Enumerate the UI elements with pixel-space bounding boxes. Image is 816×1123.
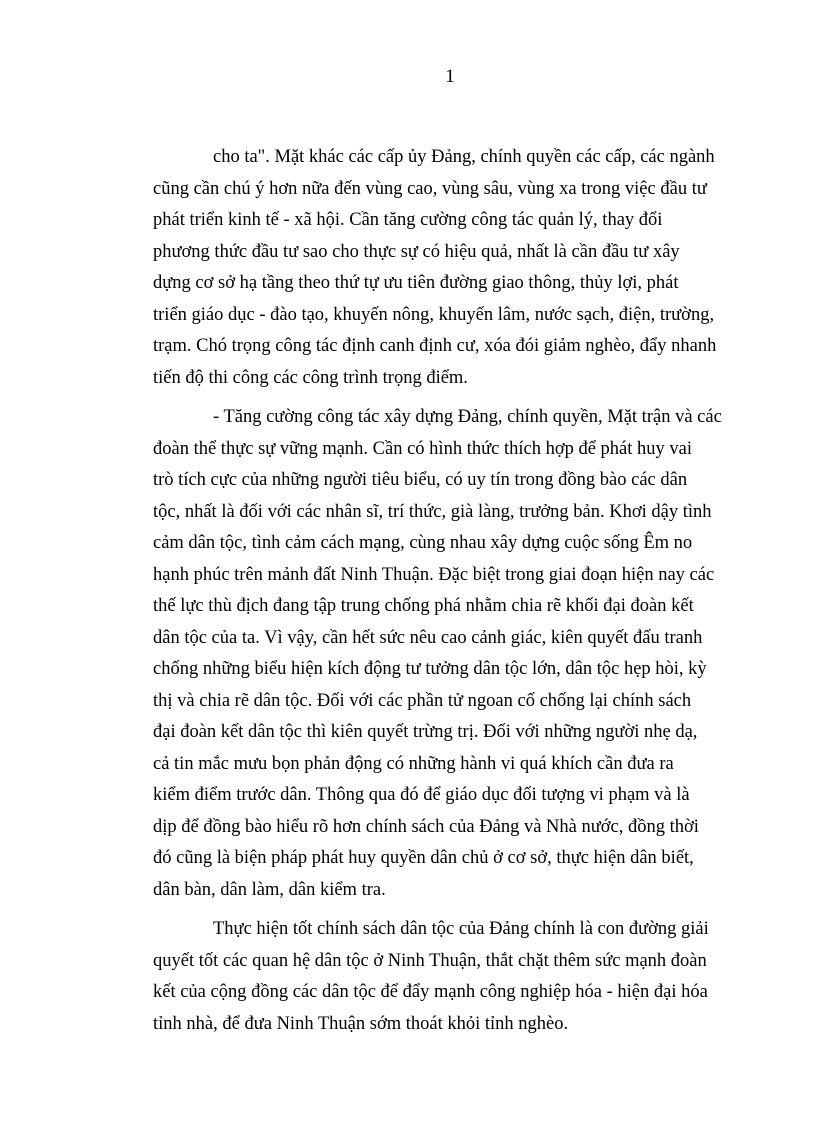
text-line: cũng cần chú ý hơn nữa đến vùng cao, vùng sâu, vùng xa trong việc đầu tư bbox=[153, 178, 707, 199]
paragraph-party-building bbox=[153, 402, 767, 906]
paragraph-conclusion bbox=[153, 914, 767, 1040]
document-body bbox=[153, 142, 767, 1040]
text-line: trò tích cực của những người tiêu biểu, có uy tín trong đồng bào các dân bbox=[153, 470, 688, 490]
text-line: phương thức đầu tư sao cho thực sự có hiệu quả, nhất là cần đầu tư xây bbox=[153, 241, 680, 262]
text-line: thế lực thù địch đang tập trung chống phá nhằm chia rẽ khối đại đoàn kết bbox=[153, 596, 694, 616]
text-line: cả tin mắc mưu bọn phản động có những hành vi quá khích cần đưa ra bbox=[153, 753, 674, 774]
text-line: triển giáo dục - đào tạo, khuyến nông, khuyến lâm, nước sạch, điện, trường, bbox=[153, 304, 715, 325]
text-line: phát triển kinh tế - xã hội. Cần tăng cường công tác quản lý, thay đổi bbox=[153, 210, 663, 230]
text-line: kết của cộng đồng các dân tộc để đẩy mạnh công nghiệp hóa - hiện đại hóa bbox=[153, 982, 708, 1002]
text-line: tiến độ thi công các công trình trọng điểm. bbox=[153, 367, 468, 388]
text-line: cảm dân tộc, tình cảm cách mạng, cùng nhau xây dựng cuộc sống Êm no bbox=[153, 533, 693, 553]
text-line: dịp để đồng bào hiểu rõ hơn chính sách của Đảng và Nhà nước, đồng thời bbox=[153, 816, 699, 837]
page-number: 1 bbox=[445, 66, 455, 87]
text-line: dân bàn, dân làm, dân kiểm tra. bbox=[153, 879, 386, 900]
paragraph-investment bbox=[153, 142, 767, 394]
text-line: chống những biểu hiện kích động tư tưởng dân tộc lớn, dân tộc hẹp hòi, kỳ bbox=[153, 659, 707, 679]
text-line: đại đoàn kết dân tộc thì kiên quyết trừng trị. Đối với những người nhẹ dạ, bbox=[153, 722, 698, 742]
text-line: trạm. Chó trọng công tác định canh định cư, xóa đói giảm nghèo, đẩy nhanh bbox=[153, 336, 717, 356]
text-line: - Tăng cường công tác xây dựng Đảng, chính quyền, Mặt trận và các bbox=[213, 407, 722, 427]
text-line: hạnh phúc trên mảnh đất Ninh Thuận. Đặc biệt trong giai đoạn hiện nay các bbox=[153, 564, 715, 585]
text-line: tỉnh nhà, để đưa Ninh Thuận sớm thoát khỏi tỉnh nghèo. bbox=[153, 1013, 569, 1034]
text-line: Thực hiện tốt chính sách dân tộc của Đảng chính là con đường giải bbox=[213, 919, 709, 939]
text-line: quyết tốt các quan hệ dân tộc ở Ninh Thuận, thắt chặt thêm sức mạnh đoàn bbox=[153, 950, 707, 971]
text-line: kiểm điểm trước dân. Thông qua đó để giáo dục đối tượng vi phạm và là bbox=[153, 785, 690, 805]
text-line: đó cũng là biện pháp phát huy quyền dân chủ ở cơ sở, thực hiện dân biết, bbox=[153, 848, 694, 868]
text-line: cho ta". Mặt khác các cấp ủy Đảng, chính quyền các cấp, các ngành bbox=[213, 147, 715, 167]
text-line: dựng cơ sở hạ tầng theo thứ tự ưu tiên đường giao thông, thủy lợi, phát bbox=[153, 273, 679, 293]
text-line: thị và chia rẽ dân tộc. Đối với các phần tử ngoan cố chống lại chính sách bbox=[153, 690, 692, 711]
text-line: đoàn thể thực sự vững mạnh. Cần có hình thức thích hợp để phát huy vai bbox=[153, 438, 693, 459]
text-line: tộc, nhất là đối với các nhân sĩ, trí thức, già làng, trưởng bản. Khơi dậy tình bbox=[153, 501, 712, 522]
text-line: dân tộc của ta. Vì vậy, cần hết sức nêu cao cảnh giác, kiên quyết đấu tranh bbox=[153, 627, 703, 648]
